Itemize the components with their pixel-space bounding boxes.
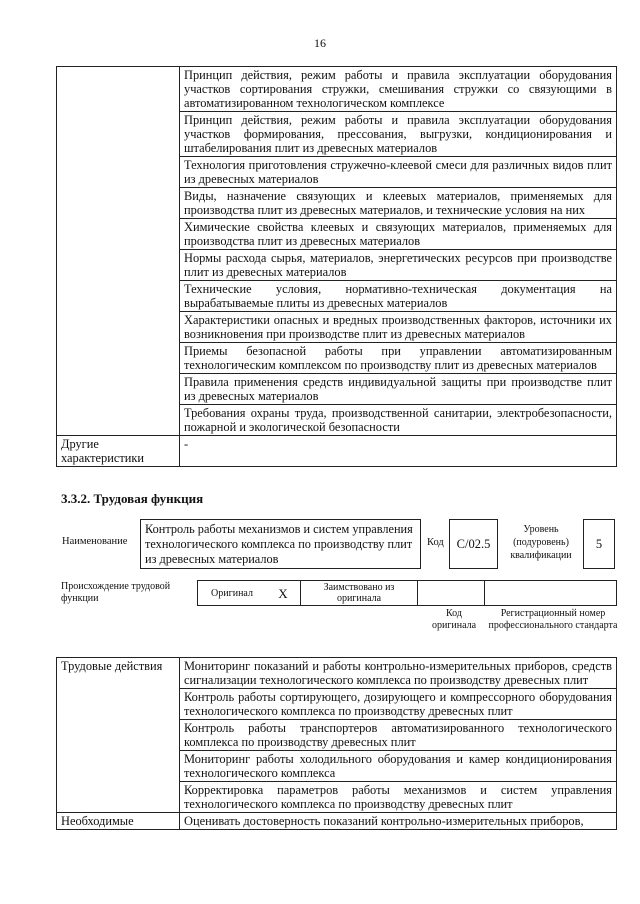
- knowledge-item: Требования охраны труда, производственной санитарии, электробезопасности, пожарной и экологической безопасности: [180, 405, 617, 436]
- labor-action-item: Контроль работы сортирующего, дозирующего и компрессорного оборудования технологического комплекса по производству древесных плит: [180, 689, 617, 720]
- reg-number-cell: [485, 581, 617, 606]
- labor-action-item: Корректировка параметров работы механизмов и систем управления технологического комплекса по производству древесных плит: [180, 782, 617, 813]
- knowledge-table: [56, 66, 617, 467]
- function-name-label: Наименование: [62, 536, 128, 547]
- table-row: [57, 67, 617, 112]
- reg-number-label: Регистрационный номер профессионального стандарта: [488, 608, 618, 631]
- knowledge-item: Принцип действия, режим работы и правила эксплуатации оборудования участков сортирования стружки, смешивания стружки со связующими в автоматизированном технологическом комплексе: [180, 67, 617, 112]
- page-number: 16: [314, 36, 326, 50]
- knowledge-item: Характеристики опасных и вредных производственных факторов, источники их возникновения при производстве плит из древесных материалов: [180, 312, 617, 343]
- code-original-cell: [418, 581, 485, 606]
- labor-action-item: Мониторинг показаний и работы контрольно-измерительных приборов, средств сигнализации технологического комплекса по производству древесных плит: [180, 658, 617, 689]
- origin-table: [197, 580, 617, 606]
- labor-actions-table: [56, 657, 617, 830]
- skill-item: Оценивать достоверность показаний контрольно-измерительных приборов,: [180, 813, 617, 830]
- table-row: [57, 658, 617, 689]
- labor-action-item: Контроль работы транспортеров автоматизированного технологического комплекса по производству древесных плит: [180, 720, 617, 751]
- knowledge-item: Технология приготовления стружечно-клеевой смеси для различных видов плит из древесных материалов: [180, 157, 617, 188]
- knowledge-item: Принцип действия, режим работы и правила эксплуатации оборудования участков формирования, прессования, выгрузки, кондиционирования и штабелирования плит из древесных материалов: [180, 112, 617, 157]
- knowledge-item: Правила применения средств индивидуальной защиты при производстве плит из древесных материалов: [180, 374, 617, 405]
- knowledge-item: Виды, назначение связующих и клеевых материалов, применяемых для производства плит из древесных материалов, и технические условия на них: [180, 188, 617, 219]
- code-label: Код: [427, 537, 444, 548]
- labor-action-item: Мониторинг работы холодильного оборудования и камер кондиционирования технологического комплекса: [180, 751, 617, 782]
- original-label: Оригинал: [198, 581, 267, 606]
- other-characteristics-label: Другие характеристики: [57, 436, 180, 467]
- function-code: C/02.5: [449, 519, 498, 569]
- knowledge-item: Технические условия, нормативно-техническая документация на вырабатываемые плиты из древесных материалов: [180, 281, 617, 312]
- other-characteristics-value: -: [180, 436, 617, 467]
- qualification-level: 5: [583, 519, 615, 569]
- borrowed-label: Заимствовано из оригинала: [301, 581, 418, 606]
- function-name: Контроль работы механизмов и систем управления технологического комплекса по производству плит из древесных материалов: [140, 519, 421, 569]
- table-row: [57, 813, 617, 830]
- knowledge-item: Химические свойства клеевых и связующих материалов, применяемых для производства плит из древесных материалов: [180, 219, 617, 250]
- table-row: [198, 581, 617, 606]
- qualification-level-label: Уровень (подуровень) квалификации: [510, 524, 572, 561]
- section-title: 3.3.2. Трудовая функция: [61, 491, 204, 506]
- knowledge-item: Приемы безопасной работы при управлении автоматизированным технологическим комплексом по производству плит из древесных материалов: [180, 343, 617, 374]
- labor-actions-label: Трудовые действия: [57, 658, 180, 813]
- knowledge-item: Нормы расхода сырья, материалов, энергетических ресурсов при производстве плит из древесных материалов: [180, 250, 617, 281]
- code-original-label: Код оригинала: [431, 608, 477, 631]
- original-mark: X: [266, 581, 301, 606]
- origin-label: Происхождение трудовой функции: [61, 581, 171, 604]
- skills-label: Необходимые: [57, 813, 180, 830]
- table-row: [57, 436, 617, 467]
- row-label-empty: [57, 67, 180, 436]
